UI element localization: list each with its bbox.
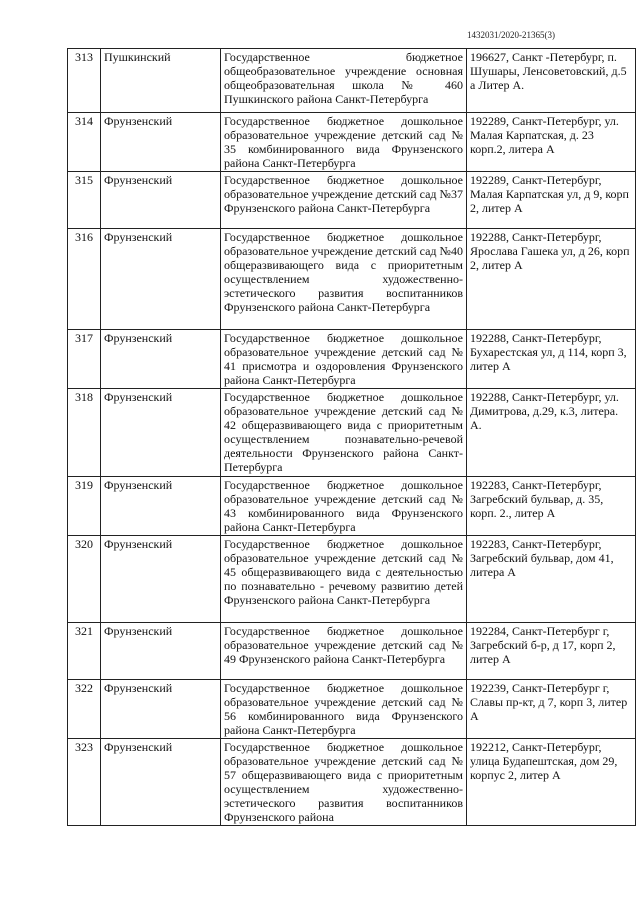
table-row: [68, 49, 636, 113]
address-cell: 192288, Санкт-Петербург, ул. Димитрова, д.29, к.3, литера. А.: [467, 389, 636, 477]
institutions-table: [67, 48, 636, 826]
address-cell: 192289, Санкт-Петербург, ул. Малая Карпатская, д. 23 корп.2, литера А: [467, 113, 636, 172]
institution-name-cell: Государственное бюджетное дошкольное образовательное учреждение детский сад № 49 Фрунзенского района Санкт-Петербурга: [221, 623, 467, 680]
document-number: 1432031/2020-21365(3): [467, 30, 555, 40]
institution-name-cell: Государственное бюджетное общеобразовательное учреждение основная общеобразовательная школа № 460 Пушкинского района Санкт-Петербурга: [221, 49, 467, 113]
institution-name-cell: Государственное бюджетное дошкольное образовательное учреждение детский сад № 56 комбинированного вида Фрунзенского района Санкт-Петербурга: [221, 680, 467, 739]
row-number: 317: [68, 330, 101, 389]
address-cell: 192284, Санкт-Петербург г, Загребский б-р, д 17, корп 2, литер А: [467, 623, 636, 680]
row-number: 322: [68, 680, 101, 739]
row-number: 316: [68, 229, 101, 330]
row-number: 314: [68, 113, 101, 172]
row-number: 321: [68, 623, 101, 680]
district-cell: Фрунзенский: [101, 229, 221, 330]
institution-name-cell: Государственное бюджетное дошкольное образовательное учреждение детский сад № 57 общеразвивающего вида с приоритетным осуществлением художественно-эстетического развития воспитанников Фрунзенского района: [221, 739, 467, 826]
address-cell: 192283, Санкт-Петербург, Загребский бульвар, дом 41, литера А: [467, 536, 636, 623]
institution-name-cell: Государственное бюджетное дошкольное образовательное учреждение детский сад № 41 присмотра и оздоровления Фрунзенского района Санкт-Петербурга: [221, 330, 467, 389]
address-cell: 192289, Санкт-Петербург, Малая Карпатская ул, д 9, корп 2, литер А: [467, 172, 636, 229]
institution-name-cell: Государственное бюджетное дошкольное образовательное учреждение детский сад № 43 комбинированного вида Фрунзенского района Санкт-Петербурга: [221, 477, 467, 536]
row-number: 313: [68, 49, 101, 113]
row-number: 323: [68, 739, 101, 826]
row-number: 318: [68, 389, 101, 477]
district-cell: Фрунзенский: [101, 623, 221, 680]
district-cell: Фрунзенский: [101, 739, 221, 826]
institution-name-cell: Государственное бюджетное дошкольное образовательное учреждение детский сад № 45 общеразвивающего вида с деятельностью по познавательно - речевому развитию детей Фрунзенского района Санкт-Петербурга: [221, 536, 467, 623]
district-cell: Фрунзенский: [101, 536, 221, 623]
address-cell: 196627, Санкт -Петербург, п. Шушары, Ленсоветовский, д.5 а Литер А.: [467, 49, 636, 113]
address-cell: 192239, Санкт-Петербург г, Славы пр-кт, д 7, корп 3, литер А: [467, 680, 636, 739]
table-row: [68, 739, 636, 826]
district-cell: Фрунзенский: [101, 680, 221, 739]
district-cell: Пушкинский: [101, 49, 221, 113]
table-row: [68, 172, 636, 229]
row-number: 319: [68, 477, 101, 536]
row-number: 320: [68, 536, 101, 623]
institution-name-cell: Государственное бюджетное дошкольное образовательное учреждение детский сад №37 Фрунзенского района Санкт-Петербурга: [221, 172, 467, 229]
address-cell: 192288, Санкт-Петербург, Бухарестская ул, д 114, корп 3, литер А: [467, 330, 636, 389]
district-cell: Фрунзенский: [101, 330, 221, 389]
institution-name-cell: Государственное бюджетное дошкольное образовательное учреждение детский сад № 42 общеразвивающего вида с приоритетным осуществлением познавательно-речевой деятельности Фрунзенского района Санкт-Петербурга: [221, 389, 467, 477]
address-cell: 192283, Санкт-Петербург, Загребский бульвар, д. 35, корп. 2., литер А: [467, 477, 636, 536]
row-number: 315: [68, 172, 101, 229]
table-row: [68, 623, 636, 680]
table-body: [68, 49, 636, 826]
table-row: [68, 389, 636, 477]
table-row: [68, 113, 636, 172]
district-cell: Фрунзенский: [101, 113, 221, 172]
table-row: [68, 536, 636, 623]
address-cell: 192288, Санкт-Петербург, Ярослава Гашека ул, д 26, корп 2, литер А: [467, 229, 636, 330]
district-cell: Фрунзенский: [101, 172, 221, 229]
district-cell: Фрунзенский: [101, 477, 221, 536]
institution-name-cell: Государственное бюджетное дошкольное образовательное учреждение детский сад №40 общеразвивающего вида с приоритетным осуществлением художественно-эстетического развития воспитанников Фрунзенского района Санкт-Петербурга: [221, 229, 467, 330]
table-row: [68, 477, 636, 536]
institution-name-cell: Государственное бюджетное дошкольное образовательное учреждение детский сад № 35 комбинированного вида Фрунзенского района Санкт-Петербурга: [221, 113, 467, 172]
district-cell: Фрунзенский: [101, 389, 221, 477]
table-row: [68, 229, 636, 330]
table-row: [68, 680, 636, 739]
address-cell: 192212, Санкт-Петербург, улица Будапештская, дом 29, корпус 2, литер А: [467, 739, 636, 826]
table-row: [68, 330, 636, 389]
